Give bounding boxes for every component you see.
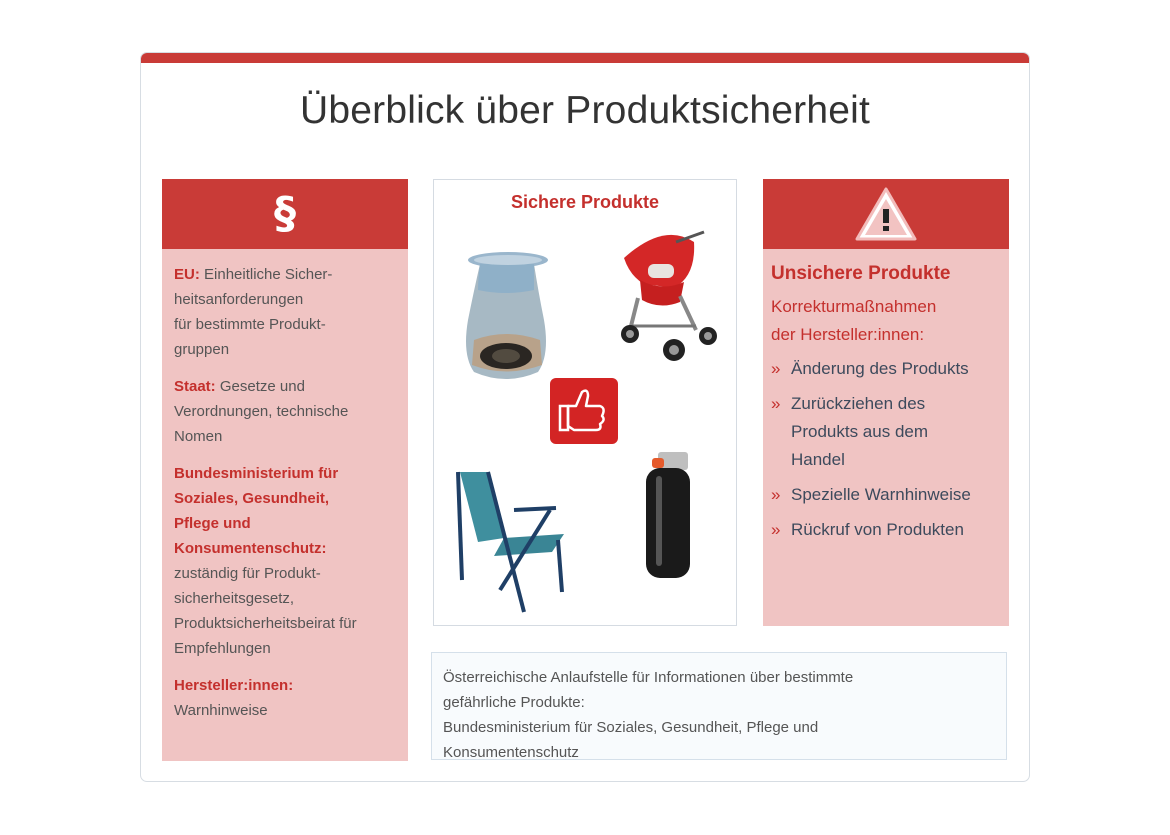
regulation-text: gruppen bbox=[174, 341, 230, 358]
thumbs-up-icon bbox=[550, 378, 618, 444]
contact-info-line: Bundesministerium für Soziales, Gesundheit, Pflege und bbox=[443, 719, 819, 736]
safe-products-panel bbox=[433, 179, 737, 626]
warning-triangle-icon bbox=[854, 185, 918, 243]
safe-products-title: Sichere Produkte bbox=[510, 192, 660, 212]
contact-info-box bbox=[431, 652, 1007, 760]
regulation-item-ministry bbox=[174, 461, 396, 661]
regulation-key: Pflege und bbox=[174, 515, 251, 532]
regulation-item-eu bbox=[174, 262, 396, 362]
regulation-text: Verordnungen, technische bbox=[174, 403, 349, 420]
stroller-image bbox=[621, 232, 717, 361]
regulation-item-state bbox=[174, 374, 396, 449]
list-item-text: Änderung des Produkts bbox=[791, 359, 969, 378]
regulation-list bbox=[162, 249, 408, 723]
regulation-text: zuständig für Produkt- bbox=[174, 565, 321, 582]
regulation-text: Gesetze und bbox=[215, 378, 305, 395]
regulation-key: Konsumentenschutz: bbox=[174, 540, 327, 557]
bullet-marker: » bbox=[771, 359, 781, 378]
vase-image bbox=[466, 252, 548, 379]
bullet-marker: » bbox=[771, 394, 781, 413]
bullet-marker: » bbox=[771, 520, 781, 539]
list-item-text: Spezielle Warnhinweise bbox=[791, 485, 971, 504]
list-item bbox=[771, 355, 1001, 383]
lighter-image bbox=[646, 452, 690, 578]
list-item-text: Handel bbox=[791, 450, 845, 469]
regulation-key: EU: bbox=[174, 266, 200, 283]
list-item bbox=[771, 481, 1001, 509]
regulation-key: Bundesministerium für bbox=[174, 465, 339, 482]
regulation-panel-header bbox=[162, 179, 408, 249]
regulation-text: Warnhinweise bbox=[174, 702, 268, 719]
corrective-measures-list bbox=[771, 355, 1001, 544]
regulation-text: für bestimmte Produkt- bbox=[174, 316, 326, 333]
regulation-panel bbox=[162, 179, 408, 761]
corrective-measures-line: der Hersteller:innen: bbox=[771, 325, 925, 344]
safe-products-illustration bbox=[434, 180, 736, 625]
list-item-text: Rückruf von Produkten bbox=[791, 520, 964, 539]
unsafe-products-content bbox=[763, 249, 1009, 544]
regulation-text: Produktsicherheitsbeirat für bbox=[174, 615, 357, 632]
page-title: Überblick über Produktsicherheit bbox=[300, 89, 870, 132]
unsafe-products-header bbox=[763, 179, 1009, 249]
regulation-key: Staat: bbox=[174, 378, 216, 395]
overview-card bbox=[140, 52, 1030, 782]
bullet-marker: » bbox=[771, 485, 781, 504]
contact-info-line: Österreichische Anlaufstelle für Informationen über bestimmte bbox=[443, 669, 854, 686]
corrective-measures-heading bbox=[771, 293, 1001, 349]
unsafe-products-panel bbox=[763, 179, 1009, 626]
regulation-text: Nomen bbox=[174, 428, 223, 445]
list-item bbox=[771, 516, 1001, 544]
list-item bbox=[771, 390, 1001, 474]
folding-chair-image bbox=[458, 472, 564, 612]
unsafe-products-title: Unsichere Produkte bbox=[771, 263, 951, 284]
list-item-text: Produkts aus dem bbox=[791, 422, 929, 441]
regulation-text: sicherheitsgesetz, bbox=[174, 590, 295, 607]
corrective-measures-line: Korrekturmaßnahmen bbox=[771, 297, 937, 316]
regulation-text: Einheitliche Sicher- bbox=[199, 266, 333, 283]
contact-info-line: Konsumentenschutz bbox=[443, 744, 579, 761]
regulation-item-manufacturers bbox=[174, 673, 396, 723]
regulation-key: Soziales, Gesundheit, bbox=[174, 490, 330, 507]
list-item-text: Zurückziehen des bbox=[791, 394, 926, 413]
paragraph-icon: § bbox=[274, 188, 296, 239]
regulation-key: Hersteller:innen: bbox=[174, 677, 294, 694]
contact-info-line: gefährliche Produkte: bbox=[443, 694, 585, 711]
regulation-text: Empfehlungen bbox=[174, 640, 271, 657]
card-top-bar bbox=[141, 53, 1029, 63]
regulation-text: heitsanforderungen bbox=[174, 291, 304, 308]
